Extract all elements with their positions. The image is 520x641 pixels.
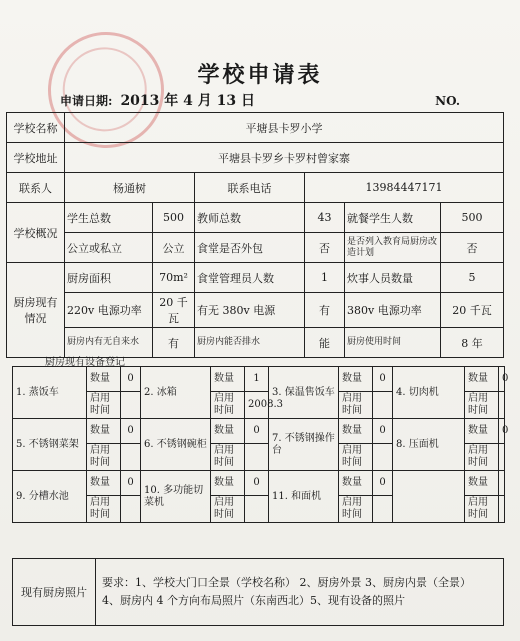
equipment-name [393,471,465,523]
equipment-quantity: 1 [245,367,269,392]
power-380v-value: 20 千瓦 [441,293,504,328]
quantity-label: 数量 [339,419,373,444]
kitchen-label: 厨房现有情况 [7,263,65,358]
public-private-label: 公立或私立 [65,233,153,263]
photo-requirements [96,559,504,626]
equipment-in-use-since [373,392,393,419]
photos-label: 现有厨房照片 [13,559,96,626]
equipment-name: 7. 不锈钢操作台 [269,419,339,471]
school-address-label: 学校地址 [7,143,65,173]
phone-value: 13984447171 [305,173,504,203]
equipment-name: 1. 蒸饭车 [13,367,87,419]
equipment-quantity: 0 [245,471,269,496]
quantity-label: 数量 [211,471,245,496]
in-use-since-label: 启用时间 [87,444,121,471]
equipment-quantity: 0 [121,367,141,392]
tap-water-label: 厨房内有无自来水 [65,328,153,358]
equipment-name: 2. 冰箱 [141,367,211,419]
equipment-quantity [499,471,505,496]
public-private-value: 公立 [153,233,195,263]
equipment-name: 9. 分槽水池 [13,471,87,523]
equipment-quantity: 0 [245,419,269,444]
quantity-label: 数量 [87,419,121,444]
students-value: 500 [153,203,195,233]
phone-label: 联系电话 [195,173,305,203]
date-value: 2013 年 4 月 13 日 [120,93,255,109]
has-380v-value: 有 [305,293,345,328]
application-date [60,90,255,110]
quantity-label: 数量 [465,471,499,496]
equipment-in-use-since [121,392,141,419]
teachers-label: 教师总数 [195,203,305,233]
equipment-quantity: 0 [373,471,393,496]
cooks-value: 5 [441,263,504,293]
in-use-since-label: 启用时间 [465,392,499,419]
equipment-quantity: 0 [373,367,393,392]
equipment-name: 11. 和面机 [269,471,339,523]
diners-value: 500 [441,203,504,233]
school-address-value: 平塘县卡罗乡卡罗村曾家寨 [65,143,504,173]
outsourced-value: 否 [305,233,345,263]
cooks-label: 炊事人员数量 [345,263,441,293]
equipment-quantity: 0 [373,419,393,444]
equipment-in-use-since [373,496,393,523]
kitchen-age-value: 8 年 [441,328,504,358]
equipment-section-title: 厨房现有设备登记 [45,357,125,368]
school-name-label: 学校名称 [7,113,65,143]
form-title: 学校申请表 [197,62,323,88]
quantity-label: 数量 [465,419,499,444]
equipment-in-use-since [245,496,269,523]
teachers-value: 43 [305,203,345,233]
in-use-since-label: 启用时间 [211,392,245,419]
kitchen-area-label: 厨房面积 [65,263,153,293]
drainage-label: 厨房内能否排水 [195,328,305,358]
equipment-in-use-since: 2008.3 [245,392,269,419]
requirements-line-1: 要求：1、学校大门口全景（学校名称） 2、厨房外景 3、厨房内景（全景） [102,576,471,589]
kitchen-area-value: 70m² [153,263,195,293]
kitchen-photos-table [12,558,504,626]
quantity-label: 数量 [339,367,373,392]
equipment-in-use-since [499,392,505,419]
power-220v-value: 20 千瓦 [153,293,195,328]
renovation-plan-value: 否 [441,233,504,263]
school-name-value: 平塘县卡罗小学 [65,113,504,143]
equipment-row [13,419,505,444]
quantity-label: 数量 [465,367,499,392]
requirements-line-2: 4、厨房内 4 个方向布局照片（东南西北）5、现有设备的照片 [102,594,405,607]
students-label: 学生总数 [65,203,153,233]
form-number-label: NO. [435,94,460,108]
equipment-quantity: 0 [121,471,141,496]
outsourced-label: 食堂是否外包 [195,233,305,263]
quantity-label: 数量 [211,419,245,444]
in-use-since-label: 启用时间 [339,496,373,523]
equipment-table [12,366,509,523]
contact-label: 联系人 [7,173,65,203]
quantity-label: 数量 [87,367,121,392]
power-380v-label: 380v 电源功率 [345,293,441,328]
equipment-in-use-since [499,496,505,523]
managers-value: 1 [305,263,345,293]
quantity-label: 数量 [211,367,245,392]
in-use-since-label: 启用时间 [87,392,121,419]
power-220v-label: 220v 电源功率 [65,293,153,328]
equipment-row [13,367,505,392]
quantity-label: 数量 [87,471,121,496]
equipment-in-use-since [373,444,393,471]
equipment-quantity: 0 [499,419,505,444]
equipment-quantity: 0 [499,367,505,392]
equipment-name: 10. 多功能切菜机 [141,471,211,523]
school-info-table [6,112,504,358]
equipment-name: 5. 不锈钢菜架 [13,419,87,471]
contact-value: 杨通树 [65,173,195,203]
managers-label: 食堂管理员人数 [195,263,305,293]
equipment-in-use-since [499,444,505,471]
diners-label: 就餐学生人数 [345,203,441,233]
equipment-quantity: 0 [121,419,141,444]
equipment-name: 6. 不锈钢碗柜 [141,419,211,471]
equipment-row [13,471,505,496]
in-use-since-label: 启用时间 [211,444,245,471]
equipment-name: 3. 保温售饭车 [269,367,339,419]
tap-water-value: 有 [153,328,195,358]
in-use-since-label: 启用时间 [87,496,121,523]
equipment-in-use-since [121,444,141,471]
date-label: 申请日期: [60,94,113,108]
kitchen-age-label: 厨房使用时间 [345,328,441,358]
in-use-since-label: 启用时间 [465,444,499,471]
equipment-name: 8. 压面机 [393,419,465,471]
has-380v-label: 有无 380v 电源 [195,293,305,328]
quantity-label: 数量 [339,471,373,496]
equipment-in-use-since [245,444,269,471]
equipment-in-use-since [121,496,141,523]
in-use-since-label: 启用时间 [339,392,373,419]
in-use-since-label: 启用时间 [465,496,499,523]
in-use-since-label: 启用时间 [339,444,373,471]
equipment-name: 4. 切肉机 [393,367,465,419]
drainage-value: 能 [305,328,345,358]
renovation-plan-label: 是否列入教育局厨房改造计划 [345,233,441,263]
in-use-since-label: 启用时间 [211,496,245,523]
overview-label: 学校概况 [7,203,65,263]
